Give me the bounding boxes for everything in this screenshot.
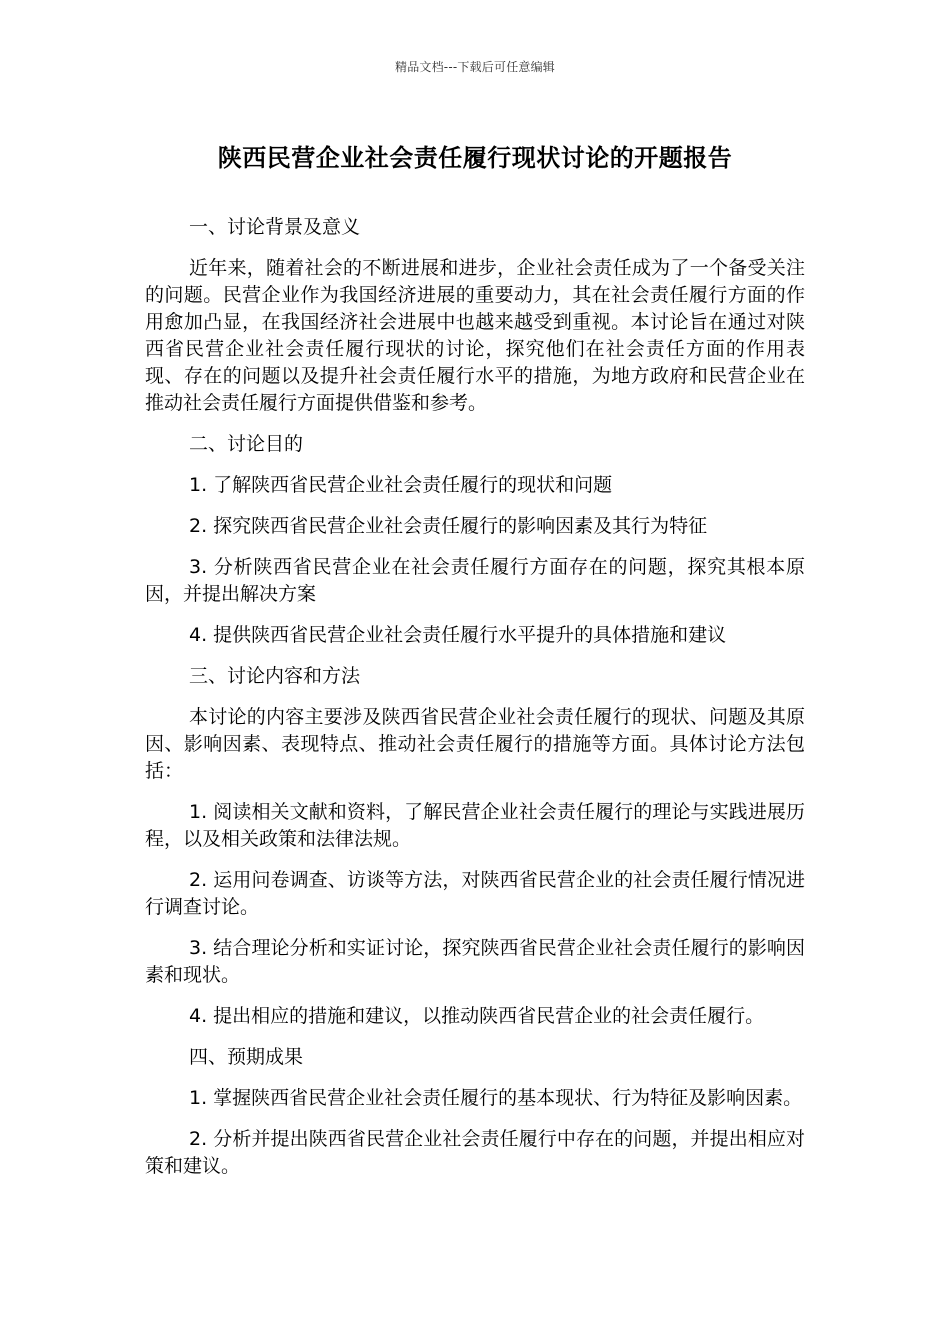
document-body	[145, 214, 805, 1194]
section-heading-expected-results: 四、预期成果	[189, 1046, 304, 1068]
method-item-1: 1. 阅读相关文献和资料，了解民营企业社会责任履行的理论与实践进展历程，以及相关政策和法律法规。	[145, 801, 805, 850]
purpose-item-2: 2. 探究陕西省民营企业社会责任履行的影响因素及其行为特征	[189, 515, 708, 537]
document-title: 陕西民营企业社会责任履行现状讨论的开题报告	[217, 144, 733, 172]
purpose-item-3: 3. 分析陕西省民营企业在社会责任履行方面存在的问题，探究其根本原因，并提出解决方案	[145, 556, 805, 605]
method-item-2: 2. 运用问卷调查、访谈等方法，对陕西省民营企业的社会责任履行情况进行调查讨论。	[145, 869, 805, 918]
section-heading-content-methods: 三、讨论内容和方法	[189, 665, 361, 687]
method-item-4: 4. 提出相应的措施和建议，以推动陕西省民营企业的社会责任履行。	[189, 1005, 765, 1027]
purpose-item-4: 4. 提供陕西省民营企业社会责任履行水平提升的具体措施和建议	[189, 624, 727, 646]
result-item-1: 1. 掌握陕西省民营企业社会责任履行的基本现状、行为特征及影响因素。	[189, 1087, 803, 1109]
result-item-2: 2. 分析并提出陕西省民营企业社会责任履行中存在的问题，并提出相应对策和建议。	[145, 1128, 805, 1177]
purpose-item-1: 1. 了解陕西省民营企业社会责任履行的现状和问题	[189, 474, 613, 496]
section-heading-purpose: 二、讨论目的	[189, 433, 304, 455]
paragraph-content-methods: 本讨论的内容主要涉及陕西省民营企业社会责任履行的现状、问题及其原因、影响因素、表现特点、推动社会责任履行的措施等方面。具体讨论方法包括：	[145, 706, 805, 782]
method-item-3: 3. 结合理论分析和实证讨论，探究陕西省民营企业社会责任履行的影响因素和现状。	[145, 937, 805, 986]
page-header: 精品文档---下载后可任意编辑	[395, 60, 555, 74]
section-heading-background: 一、讨论背景及意义	[189, 216, 361, 238]
paragraph-background: 近年来，随着社会的不断进展和进步，企业社会责任成为了一个备受关注的问题。民营企业作为我国经济进展的重要动力，其在社会责任履行方面的作用愈加凸显，在我国经济社会进展中也越来越受到重视。本讨论旨在通过对陕西省民营企业社会责任履行现状的讨论，探究他们在社会责任方面的作用表现、存在的问题以及提升社会责任履行水平的措施，为地方政府和民营企业在推动社会责任履行方面提供借鉴和参考。	[145, 257, 805, 414]
